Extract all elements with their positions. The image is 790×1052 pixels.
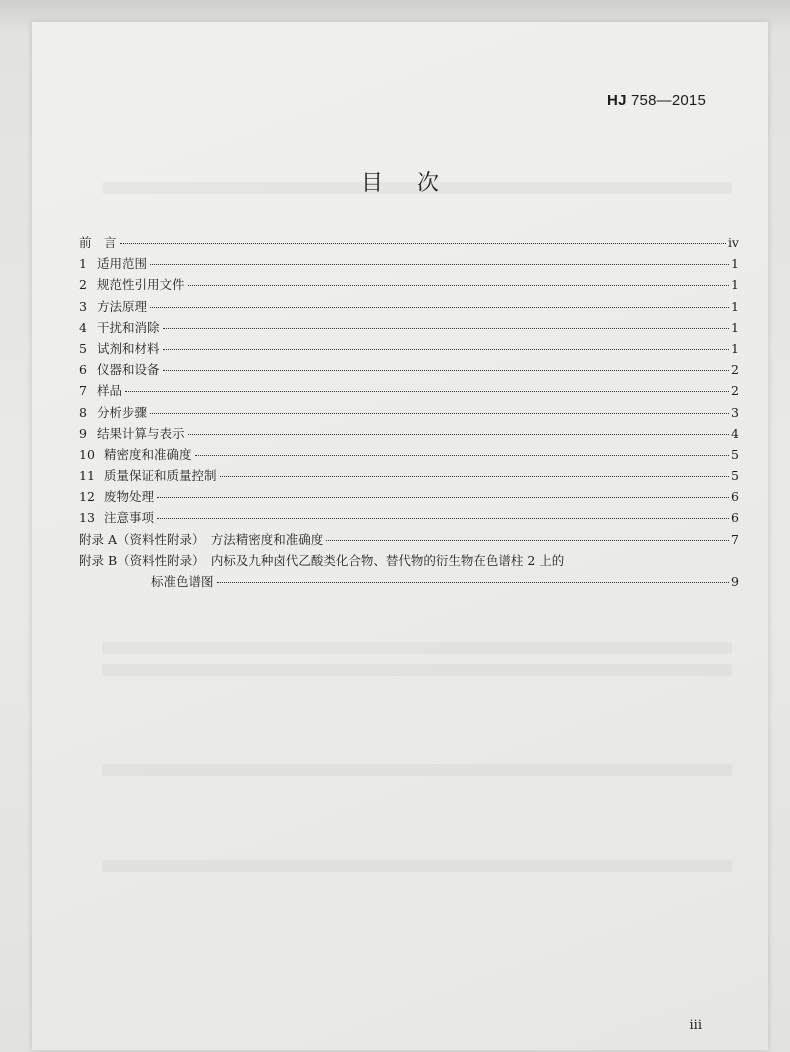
toc-entry[interactable] <box>79 465 739 486</box>
toc-entry-label: 质量保证和质量控制 <box>104 468 217 484</box>
toc-entry-label: 精密度和准确度 <box>104 446 192 462</box>
dot-leader <box>220 476 729 477</box>
toc-entry-number: 13 <box>79 510 95 526</box>
toc-entry-page: 6 <box>731 510 739 526</box>
toc-entry-page: 5 <box>731 446 739 462</box>
toc-entry-appendix-b[interactable] <box>79 550 739 571</box>
show-through-text <box>102 860 732 872</box>
dot-leader <box>163 328 729 329</box>
toc-entry-number: 12 <box>79 489 95 505</box>
dot-leader <box>326 540 729 541</box>
toc-entry-label: 分析步骤 <box>97 404 148 420</box>
toc-entry-label: 方法原理 <box>97 298 148 314</box>
toc-entry[interactable] <box>79 423 739 444</box>
dot-leader <box>163 349 729 350</box>
toc-entry[interactable] <box>79 359 739 380</box>
dot-leader <box>217 582 729 583</box>
toc-entry[interactable] <box>79 296 739 317</box>
dot-leader <box>150 413 729 414</box>
toc-entry-label: 前 言 <box>79 235 117 250</box>
standard-code <box>607 92 706 109</box>
page-number: iii <box>689 1018 702 1033</box>
document-page <box>32 22 768 1050</box>
toc-entry-label: 规范性引用文件 <box>97 277 185 293</box>
toc-entry-label: 适用范围 <box>97 256 148 272</box>
toc-entries <box>79 232 739 529</box>
toc-entry[interactable] <box>79 486 739 507</box>
toc-entry[interactable] <box>79 444 739 465</box>
toc-entry-label: 干扰和消除 <box>97 319 160 335</box>
dot-leader <box>188 434 729 435</box>
toc-entry-page: iv <box>727 235 739 250</box>
toc-entry[interactable] <box>79 380 739 401</box>
toc-entry-number: 3 <box>79 298 87 314</box>
toc-entry-appendix-b-continued[interactable] <box>79 571 739 592</box>
toc-entry-label: 样品 <box>97 383 123 399</box>
toc-entry-number: 10 <box>79 446 95 462</box>
dot-leader <box>188 285 729 286</box>
dot-leader <box>163 370 729 371</box>
toc-entry-page: 1 <box>731 256 739 272</box>
dot-leader <box>157 518 729 519</box>
toc-entry[interactable] <box>79 253 739 274</box>
toc-entry-label: 标准色谱图 <box>151 574 214 589</box>
toc-entry[interactable] <box>79 274 739 295</box>
dot-leader <box>150 307 729 308</box>
toc-entry[interactable] <box>79 338 739 359</box>
page-title: 目次 <box>360 171 473 196</box>
toc-entry-label: 注意事项 <box>104 510 155 526</box>
toc-entry-label: 附录 B（资料性附录） 内标及九种卤代乙酸类化合物、替代物的衍生物在色谱柱 2 上的 <box>79 552 565 568</box>
toc-entry-label: 废物处理 <box>104 489 155 505</box>
table-of-contents <box>79 232 739 592</box>
toc-entry-number: 5 <box>79 340 87 356</box>
toc-entry-label: 结果计算与表示 <box>97 425 185 441</box>
show-through-text <box>102 642 732 654</box>
toc-entry[interactable] <box>79 317 739 338</box>
dot-leader <box>125 391 729 392</box>
toc-entry-number: 6 <box>79 362 87 378</box>
toc-entry-label: 附录 A（资料性附录） 方法精密度和准确度 <box>79 531 324 547</box>
toc-entry-page: 6 <box>731 489 739 505</box>
toc-entry-page: 5 <box>731 468 739 484</box>
toc-entry-number: 4 <box>79 319 87 335</box>
toc-entry-page: 2 <box>731 362 739 378</box>
toc-entry-page: 1 <box>731 298 739 314</box>
toc-entry-appendix-a[interactable] <box>79 529 739 550</box>
toc-entry-number: 1 <box>79 256 87 272</box>
toc-entry-label: 试剂和材料 <box>97 340 160 356</box>
toc-entry[interactable] <box>79 232 739 253</box>
toc-entry-page: 7 <box>731 531 739 547</box>
toc-entry-page: 9 <box>731 574 739 589</box>
toc-entry-label: 仪器和设备 <box>97 362 160 378</box>
toc-entry-page: 2 <box>731 383 739 399</box>
toc-entry-page: 1 <box>731 340 739 356</box>
show-through-text <box>102 664 732 676</box>
toc-entry-page: 1 <box>731 277 739 293</box>
dot-leader <box>157 497 729 498</box>
toc-entry-number: 9 <box>79 425 87 441</box>
dot-leader <box>150 264 729 265</box>
dot-leader <box>195 455 729 456</box>
toc-entry-page: 3 <box>731 404 739 420</box>
standard-number: 758—2015 <box>631 92 706 109</box>
toc-entry[interactable] <box>79 507 739 528</box>
toc-entry[interactable] <box>79 402 739 423</box>
toc-entry-number: 7 <box>79 383 87 399</box>
toc-entry-number: 8 <box>79 404 87 420</box>
toc-entry-number: 2 <box>79 277 87 293</box>
standard-prefix: HJ <box>607 92 627 109</box>
toc-entry-page: 4 <box>731 425 739 441</box>
toc-entry-number: 11 <box>79 468 95 484</box>
show-through-text <box>102 764 732 776</box>
dot-leader <box>120 243 726 244</box>
toc-entry-page: 1 <box>731 319 739 335</box>
